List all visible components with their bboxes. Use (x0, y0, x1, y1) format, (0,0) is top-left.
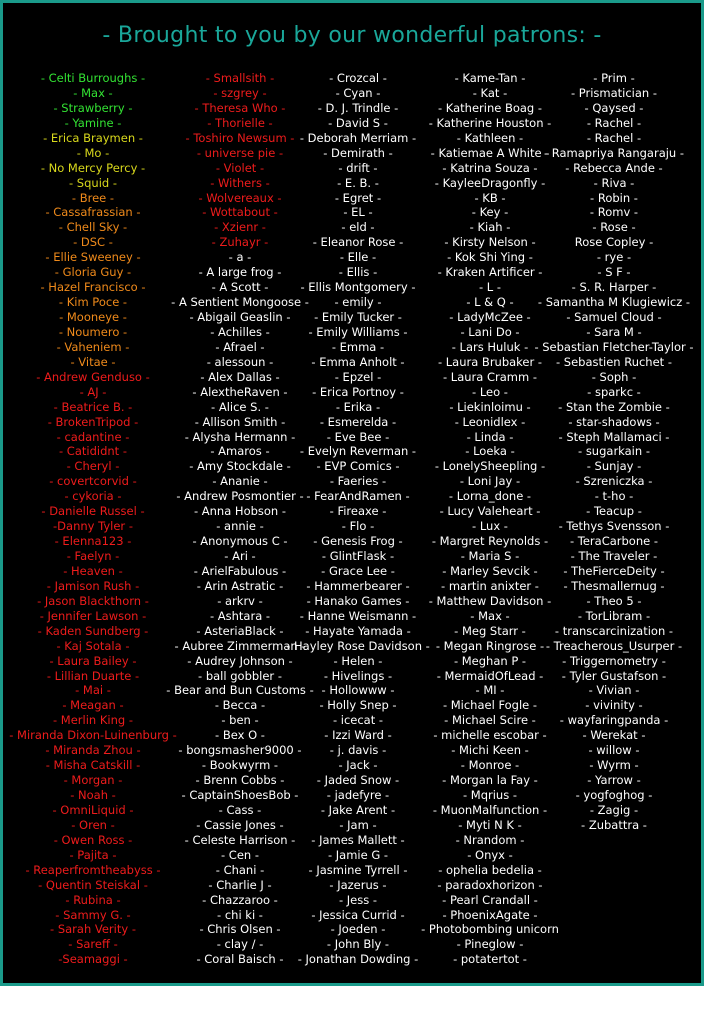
patron-name: - Ellis Montgomery - (300, 280, 416, 295)
patron-name: - Jamison Rush - (46, 578, 140, 593)
patron-name: - Loeka - (465, 444, 515, 459)
patron-name: - Pearl Crandall - (442, 892, 538, 907)
patron-name: - CaptainShoesBob - (181, 788, 299, 802)
patron-name: - Andrew Posmontier - (176, 489, 304, 504)
patron-name: - Hanne Weismann - (299, 608, 417, 623)
patron-name: - Yarrow - (587, 773, 641, 788)
patron-name: - Lucy Valeheart - (439, 504, 541, 519)
patron-name: -Danny Tyler - (53, 519, 133, 534)
patron-name: - Laura Bailey - (49, 653, 137, 668)
patron-name: - Abigail Geaslin - (189, 310, 291, 324)
patron-name: - Jam - (339, 817, 377, 832)
patron-name: - Helen - (333, 653, 383, 668)
patron-name: - Ramapriya Rangaraju - (543, 145, 685, 160)
patron-name: - Alex Dallas - (200, 369, 280, 384)
patron-name: - Sunjay - (586, 459, 642, 474)
patron-name: - Michael Fogle - (442, 698, 538, 713)
patron-name: - Matthew Davidson - (428, 593, 552, 608)
patron-name: - Sarah Verity - (50, 922, 136, 937)
patron-name: - PhoenixAgate - (442, 907, 538, 922)
patron-name: - Jack - (338, 758, 378, 773)
patron-name: - No Mercy Percy - (40, 160, 146, 175)
patron-name: - jadefyre - (326, 788, 390, 802)
patron-name: - Sebastian Fletcher-Taylor - (534, 339, 694, 354)
patron-name: - James Mallett - (311, 832, 405, 847)
patron-name: - Maria S - (460, 549, 520, 563)
patron-name: - Rose - (592, 220, 636, 235)
patron-name: - Laura Brubaker - (437, 354, 543, 369)
patron-name: - ophelia bedelia - (438, 862, 542, 877)
patron-name: - Morgan la Fay - (442, 773, 538, 788)
patron-name: - Faeries - (329, 474, 387, 489)
patron-name: - Hammerbearer - (306, 578, 410, 593)
patron-name: - Amaros - (210, 444, 270, 459)
patron-name: - TorLibram - (577, 608, 651, 623)
patron-name: - Sareff - (68, 937, 118, 952)
patron-name: - AJ - (79, 384, 107, 399)
patron-name: - Mai - (75, 683, 111, 698)
patron-name: - David S - (328, 115, 388, 130)
patron-name: - Afrael - (215, 339, 265, 354)
patron-name: - eld - (341, 220, 375, 235)
patron-name: - Holly Snep - (319, 698, 397, 713)
patron-name: - Lars Huluk - (451, 339, 529, 354)
patron-name: - ben - (221, 713, 259, 728)
patron-name: - Catididnt - (59, 444, 127, 459)
patron-name: - Zuhayr - (211, 235, 269, 250)
patron-name: - Key - (471, 205, 509, 220)
patron-name: - Kim Poce - (58, 295, 128, 310)
page-title: - Brought to you by our wonderful patrons: - (102, 23, 602, 48)
patron-name: - Misha Catskill - (45, 758, 141, 773)
patron-name: - Cassie Jones - (196, 817, 284, 832)
patron-name: - Ananie - (212, 474, 268, 489)
patron-name: - alessoun - (206, 354, 274, 369)
patron-name: - S. R. Harper - (571, 280, 657, 295)
patron-name: - Genesis Frog - (313, 534, 403, 549)
patron-name: - Michael Scire - (444, 713, 536, 728)
patron-name: - sparkc - (587, 384, 641, 399)
patron-name: - Bree - (71, 190, 115, 205)
patron-name: - Coral Baisch - (196, 952, 284, 967)
patron-name: - sugarkain - (578, 444, 650, 459)
patron-name: - Owen Ross - (53, 832, 133, 847)
patron-name: - Kaden Sundberg - (37, 623, 149, 638)
patron-name: - Demirath - (323, 145, 393, 160)
patron-name: - Pineglow - (456, 937, 524, 952)
patron-name: - Leonidlex - (454, 414, 526, 429)
patron-name: - Ari - (224, 549, 256, 563)
patron-name: - Triggernometry - (562, 653, 666, 668)
patron-name: - Kiah - (469, 220, 511, 235)
patron-name: - TeraCarbone - (569, 534, 659, 549)
patron-name: - t-ho - (594, 489, 634, 504)
patron-name: - Megan Ringrose - (435, 638, 545, 653)
patron-name: - Lillian Duarte - (46, 668, 140, 683)
patron-name: - EVP Comics - (316, 459, 400, 474)
patron-name: - j. davis - (329, 743, 387, 758)
patron-name: - Cheryl - (66, 459, 120, 474)
patron-name: - transcarcinization - (554, 623, 674, 638)
patron-name: - Jason Blackthorn - (37, 593, 149, 608)
patron-name: - MI - (475, 683, 505, 698)
patron-name: - Jennifer Lawson - (39, 608, 147, 623)
patron-name: - Kok Shi Ying - (447, 250, 533, 265)
patron-name: - universe pie - (196, 145, 284, 160)
patron-name: - Zubattra - (581, 817, 647, 832)
patron-name: - Hanako Games - (306, 593, 410, 608)
patron-name: - DSC - (73, 235, 113, 250)
patron-name: - Izzi Ward - (324, 728, 392, 743)
patron-name: - Strawberry - (53, 100, 133, 115)
patron-name: - Celti Burroughs - (40, 71, 146, 85)
patron-name: - Mo - (76, 145, 110, 160)
patron-name: - Emma Anholt - (311, 354, 405, 369)
patron-name: - FearAndRamen - (306, 489, 410, 504)
patron-name: - Celeste Harrison - (184, 832, 296, 847)
patron-name: - Sammy G. - (55, 907, 131, 922)
patron-name: - LadyMcZee - (449, 310, 531, 324)
patron-name: - Monroe - (460, 758, 520, 773)
patron-name: - Treacherous_Usurper - (545, 638, 683, 653)
patron-name: - Liekinloimu - (449, 399, 531, 414)
patron-name: - Wottabout - (202, 205, 278, 220)
patron-name: - Bear and Bun Customs - (166, 683, 314, 698)
patron-name: - Deborah Merriam - (299, 130, 417, 145)
patron-name: - Jonathan Dowding - (297, 952, 419, 967)
patron-name: - Chris Olsen - (199, 922, 281, 937)
patron-name: - emily - (334, 295, 382, 310)
patron-name: - Chazzaroo - (202, 892, 278, 907)
patron-name: - Max - (470, 608, 510, 623)
patron-name: - Prim - (593, 71, 635, 85)
patron-name: - Becca - (214, 698, 266, 713)
patron-name: - Jaded Snow - (316, 773, 400, 788)
patron-name: - Theo 5 - (586, 593, 642, 608)
patron-name: - Allison Smith - (194, 414, 286, 429)
patron-name: - Kathleen - (456, 130, 524, 145)
patron-name: -Seamaggi - (58, 952, 128, 967)
patron-name: - annie - (216, 519, 264, 534)
patron-name: - Hivelings - (323, 668, 393, 683)
patron-name: - Faelyn - (66, 549, 120, 563)
patron-name: - Loni Jay - (459, 474, 521, 489)
patron-name: - Andrew Genduso - (36, 369, 150, 384)
patron-name: - Kraken Artificer - (437, 265, 543, 280)
patron-name: - Oren - (71, 817, 115, 832)
patron-name: - Ashtara - (209, 608, 271, 623)
patron-name: - Heaven - (63, 563, 123, 578)
patron-name: - Hazel Francisco - (40, 280, 146, 295)
patron-name: - Steph Mallamaci - (558, 429, 670, 444)
patron-name: - BrokenTripod - (47, 414, 139, 429)
patron-name: - Prismatician - (570, 85, 658, 100)
patron-name: - Charlie J - (208, 877, 272, 892)
patron-name: - Teacup - (586, 504, 642, 519)
patron-name: - Rachel - (586, 115, 642, 130)
patron-name: - Epzel - (334, 369, 382, 384)
patron-name: - Lorna_done - (448, 489, 532, 504)
patron-name: - Yamine - (64, 115, 122, 130)
patron-name: - willow - (588, 743, 640, 758)
patron-name: - The Traveler - (570, 549, 658, 563)
patron-name: - Grace Lee - (321, 563, 395, 578)
patron-name: - Wyrm - (589, 758, 639, 773)
patron-name: - Margret Reynolds - (431, 534, 549, 549)
patron-name: - Lani Do - (460, 324, 520, 339)
patron-name: - bongsmasher9000 - (178, 743, 302, 758)
patron-name: - Meagan - (62, 698, 124, 713)
patron-name: - Kame-Tan - (454, 71, 526, 85)
patron-name: - OmniLiquid - (52, 802, 134, 817)
patron-name: - Max - (73, 85, 113, 100)
patron-name: - arkrv - (217, 593, 263, 608)
patron-name: - Photobombing unicorn (421, 922, 559, 937)
patron-name: - Jasmine Tyrrell - (308, 862, 408, 877)
patron-name: - A Scott - (211, 280, 269, 295)
patron-name: - A Sentient Mongoose - (171, 295, 309, 310)
patron-name: - Marley Sevcik - (442, 563, 538, 578)
patron-name: - ball gobbler - (198, 668, 282, 683)
patron-column-5 (534, 71, 704, 833)
patron-name: - Katherine Boag - (437, 100, 543, 115)
patron-name: - Wolvereaux - (198, 190, 282, 205)
patron-name: - KB - (474, 190, 506, 205)
patron-name: - Riva - (593, 175, 635, 190)
patron-name: - Emily Williams - (308, 324, 408, 339)
patron-name: - Alysha Hermann - (184, 429, 296, 444)
patron-name: - Elle - (339, 250, 377, 265)
patron-name: - Morgan - (63, 773, 123, 788)
patron-name: - Sara M - (586, 324, 642, 339)
patron-name: - Quentin Steiskal - (38, 877, 148, 892)
patron-name: - a - (228, 250, 252, 265)
patron-name: - Thesmallernug - (563, 578, 665, 593)
patron-name: - Noumero - (58, 324, 128, 339)
patron-name: - Joeden - (330, 922, 386, 937)
patron-name: - Emily Tucker - (314, 310, 402, 324)
patron-name: - Crozcal - (329, 71, 387, 85)
patron-name: - Meg Starr - (454, 623, 526, 638)
patron-name: - Bex O - (215, 728, 265, 743)
patron-name: - Erica Portnoy - (312, 384, 404, 399)
patron-name: - LonelySheepling - (434, 459, 546, 474)
patron-name: - drift - (338, 160, 378, 175)
patron-name: - GlintFlask - (321, 549, 395, 563)
patron-name: - Egret - (334, 190, 382, 205)
patron-name: - Kat - (472, 85, 508, 100)
patron-name: - Cyan - (335, 85, 381, 100)
patron-name: - Miranda Dixon-Luinenburg - (9, 728, 177, 743)
patron-name: - Gloria Guy - (54, 265, 132, 280)
patron-name: - Arin Astratic - (196, 578, 284, 593)
patron-name: - Hollowww - (321, 683, 395, 698)
patron-name: - Vaheniem - (56, 339, 130, 354)
patron-name: - Squid - (69, 175, 117, 190)
patron-name: - Robin - (590, 190, 638, 205)
patron-name: - Bookwyrm - (201, 758, 279, 773)
patron-name: - Pajita - (69, 847, 117, 862)
patron-name: - Aubree Zimmerman - (174, 638, 306, 653)
patron-name: - Vitae - (70, 354, 116, 369)
patron-name: - Soph - (591, 369, 637, 384)
patron-name: - Jazerus - (329, 877, 387, 892)
patron-name: - Ellie Sweeney - (45, 250, 141, 265)
patron-name: - cadantine - (56, 429, 130, 444)
patron-name: - Emma - (331, 339, 385, 354)
patron-name: - Hayley Rose Davidson - (286, 638, 430, 653)
patron-name: - icecat - (332, 713, 384, 728)
patron-name: - Reaperfromtheabyss - (25, 862, 161, 877)
patron-name: - L & Q - (466, 295, 514, 310)
patron-name: - Evelyn Reverman - (299, 444, 417, 459)
patron-name: - clay / - (216, 937, 264, 952)
patron-name: - Stan the Zombie - (558, 399, 670, 414)
patron-name: - Esmerelda - (319, 414, 397, 429)
patron-name: - Anonymous C - (192, 534, 288, 549)
patron-name: - Katiemae A White - (430, 145, 550, 160)
patron-name: - Cass - (218, 802, 262, 817)
patron-name: - Xzienr - (214, 220, 266, 235)
patron-name: - Cassafrassian - (45, 205, 141, 220)
patron-name: - Werekat - (582, 728, 646, 743)
patron-name: - John Bly - (326, 937, 390, 952)
patron-name: - S F - (597, 265, 631, 280)
patron-name: - rye - (596, 250, 632, 265)
patron-name: - michelle escobar - (433, 728, 547, 743)
patron-name: - Withers - (210, 175, 270, 190)
patron-name: - Hayate Yamada - (305, 623, 411, 638)
patron-name: - Audrey Johnson - (187, 653, 293, 668)
patron-name: - Chani - (215, 862, 265, 877)
patron-name: - Jess - (338, 892, 378, 907)
patron-name: - vivinity - (585, 698, 643, 713)
patron-name: - Kaj Sotala - (56, 638, 130, 653)
patron-name: - EL - (343, 205, 373, 220)
patron-name: - TheFierceDeity - (563, 563, 665, 578)
patron-name: - Lux - (472, 519, 508, 534)
patron-name: - Nrandom - (455, 832, 525, 847)
patron-name: - Fireaxe - (329, 504, 387, 519)
patron-name: - star-shadows - (568, 414, 660, 429)
patron-name: - Beatrice B. - (53, 399, 133, 414)
patron-name: - Jake Arent - (320, 802, 396, 817)
patron-name: - Qaysed - (584, 100, 644, 115)
patron-name: - Laura Cramm - (443, 369, 537, 384)
patron-name: - Onyx - (467, 847, 513, 862)
patron-name: - Mqrius - (462, 788, 518, 802)
patron-name: - Rubina - (65, 892, 121, 907)
patron-name: - Eve Bee - (326, 429, 390, 444)
patron-name: - Miranda Zhou - (45, 743, 141, 758)
patron-name: - Erika - (335, 399, 381, 414)
patron-name: - Ellis - (338, 265, 378, 280)
patron-name: - Achilles - (210, 324, 270, 339)
patron-name: - Tethys Svensson - (558, 519, 670, 534)
patron-name: - Violet - (215, 160, 265, 175)
patron-name: - szgrey - (213, 85, 267, 100)
patron-name: - L - (478, 280, 502, 295)
patron-name: - MuonMalfunction - (432, 802, 548, 817)
patron-name: - Amy Stockdale - (189, 459, 291, 474)
patron-name: - Danielle Russel - (41, 504, 145, 519)
patron-name: - chi ki - (217, 907, 263, 922)
patron-name: - Rebecca Ande - (565, 160, 663, 175)
patron-name: - Flo - (341, 519, 375, 534)
patron-name: - D. J. Trindle - (317, 100, 399, 115)
patron-name: - Szreniczka - (575, 474, 653, 489)
patron-name: - Alice S. - (211, 399, 269, 414)
patron-name: - Eleanor Rose - (312, 235, 404, 250)
patron-name: - Rachel - (586, 130, 642, 145)
patron-name: - ArielFabulous - (193, 563, 287, 578)
patron-name: - Katherine Houston - (428, 115, 552, 130)
patron-name: - Erica Braymen - (43, 130, 143, 145)
patron-name: - Leo - (472, 384, 508, 399)
patron-name: - paradoxhorizon - (437, 877, 543, 892)
patron-name: - wayfaringpanda - (559, 713, 669, 728)
patron-name: - Tyler Gustafson - (561, 668, 667, 683)
patron-name: - Samantha M Klugiewicz - (537, 295, 691, 310)
patron-name: - Mooneye - (59, 310, 127, 324)
patron-name: - Linda - (466, 429, 514, 444)
patron-name: - E. B. - (337, 175, 379, 190)
patron-name: - Elenna123 - (54, 534, 132, 549)
patron-name: - Cen - (220, 847, 259, 862)
patron-name: - Vivian - (588, 683, 640, 698)
patron-name: - AlextheRaven - (192, 384, 288, 399)
patron-name: - Toshiro Newsum - (185, 130, 295, 145)
patron-name: - Noah - (70, 788, 116, 802)
patron-name: - cykoria - (64, 489, 122, 504)
patron-name: - Katrina Souza - (442, 160, 538, 175)
patron-name: Rose Copley - (574, 235, 654, 250)
patron-name: - Myti N K - (458, 817, 522, 832)
patron-name: - Theresa Who - (194, 100, 286, 115)
patron-name: - covertcorvid - (49, 474, 137, 489)
patron-name: - Samuel Cloud - (566, 310, 662, 324)
patron-name: - yogfoghog - (575, 788, 653, 802)
patron-name: - AsteriaBlack - (196, 623, 284, 638)
patron-name: - Sebastien Ruchet - (555, 354, 672, 369)
patron-name: - Zagig - (589, 802, 639, 817)
patron-name: - Romv - (589, 205, 639, 220)
patron-name: - Brenn Cobbs - (195, 773, 285, 788)
patron-name: - Thorielle - (207, 115, 273, 130)
patron-name: - martin anixter - (441, 578, 539, 593)
patron-name: - MermaidOfLead - (436, 668, 544, 683)
patron-name: - A large frog - (198, 265, 282, 280)
patron-name: - Anna Hobson - (193, 504, 287, 519)
patron-name: - potatertot - (453, 952, 527, 967)
patron-name: - KayleeDragonfly - (434, 175, 546, 190)
patron-name: - Jessica Currid - (311, 907, 405, 922)
patron-name: - Michi Keen - (451, 743, 529, 758)
patron-name: - Merlin King - (53, 713, 133, 728)
patron-name: - Kirsty Nelson - (444, 235, 536, 250)
patron-name: - Meghan P - (453, 653, 527, 668)
patron-name: - Chell Sky - (58, 220, 128, 235)
patron-name: - Smallsith - (205, 71, 275, 85)
patron-name: - Jamie G - (327, 847, 389, 862)
